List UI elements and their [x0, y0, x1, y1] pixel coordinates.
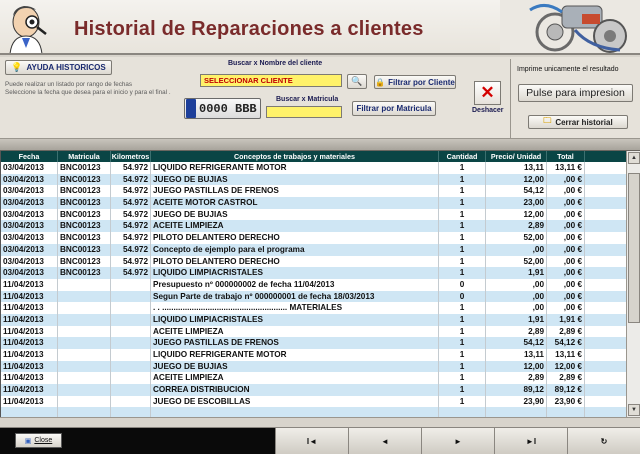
- table-cell: ,00 €: [547, 174, 585, 186]
- table-cell: 54,12: [486, 337, 547, 349]
- nav-last-button[interactable]: ►I: [494, 428, 567, 454]
- table-cell: 54.972: [111, 220, 151, 232]
- table-cell: 1: [439, 197, 486, 209]
- table-row[interactable]: [1, 337, 626, 349]
- table-row[interactable]: [1, 220, 626, 232]
- table-cell: [111, 337, 151, 349]
- nav-refresh-button[interactable]: ↻: [567, 428, 640, 454]
- table-cell: 2,89 €: [547, 372, 585, 384]
- table-row[interactable]: [1, 232, 626, 244]
- table-cell: 89,12: [486, 384, 547, 396]
- table-cell: 52,00: [486, 256, 547, 268]
- header-banner: [0, 0, 640, 55]
- table-cell: BNC00123: [58, 256, 111, 268]
- table-cell: ,00 €: [547, 267, 585, 279]
- table-cell: [486, 407, 547, 417]
- table-cell: BNC00123: [58, 197, 111, 209]
- table-cell: [111, 361, 151, 373]
- table-cell: 0: [439, 291, 486, 303]
- table-cell: 2,89 €: [547, 326, 585, 338]
- table-cell: [111, 291, 151, 303]
- table-row[interactable]: [1, 279, 626, 291]
- table-cell: 11/04/2013: [1, 361, 58, 373]
- table-cell: BNC00123: [58, 209, 111, 221]
- table-cell: Segun Parte de trabajo nº 000000001 de fecha 18/03/2013: [151, 291, 439, 303]
- table-cell: 12,00 €: [547, 361, 585, 373]
- table-cell: 03/04/2013: [1, 244, 58, 256]
- table-header: [1, 151, 626, 162]
- table-cell: 03/04/2013: [1, 232, 58, 244]
- table-cell: LIQUIDO LIMPIACRISTALES: [151, 314, 439, 326]
- table-cell: CORREA DISTRIBUCION: [151, 384, 439, 396]
- table-cell: ,00: [486, 244, 547, 256]
- table-body: [1, 162, 626, 417]
- folder-icon: 🗀: [543, 116, 552, 125]
- table-cell: ,00 €: [547, 291, 585, 303]
- table-cell: 0: [439, 279, 486, 291]
- table-cell: 1: [439, 185, 486, 197]
- table-cell: 54.972: [111, 267, 151, 279]
- table-cell: ,00 €: [547, 232, 585, 244]
- magnifier-icon: 🔍: [351, 76, 363, 86]
- table-cell: 03/04/2013: [1, 267, 58, 279]
- column-header[interactable]: Matricula: [58, 151, 111, 162]
- imprime-label: Imprime unicamente el resultado: [517, 66, 619, 73]
- table-cell: JUEGO DE BUJIAS: [151, 361, 439, 373]
- table-cell: 1: [439, 162, 486, 174]
- table-cell: 11/04/2013: [1, 337, 58, 349]
- table-row[interactable]: [1, 291, 626, 303]
- table-cell: 1: [439, 361, 486, 373]
- table-cell: [58, 279, 111, 291]
- table-row[interactable]: [1, 185, 626, 197]
- table-row[interactable]: [1, 209, 626, 221]
- table-cell: 13,11: [486, 162, 547, 174]
- table-cell: 11/04/2013: [1, 384, 58, 396]
- table-cell: 1: [439, 256, 486, 268]
- table-cell: LIQUIDO REFRIGERANTE MOTOR: [151, 349, 439, 361]
- table-cell: 54,12: [486, 185, 547, 197]
- table-cell: [111, 314, 151, 326]
- table-cell: 03/04/2013: [1, 256, 58, 268]
- table-cell: 1: [439, 349, 486, 361]
- table-row[interactable]: [1, 256, 626, 268]
- table-row[interactable]: [1, 174, 626, 186]
- column-header[interactable]: Kilometros: [111, 152, 150, 161]
- table-cell: 1: [439, 267, 486, 279]
- table-cell: BNC00123: [58, 244, 111, 256]
- table-cell: BNC00123: [58, 267, 111, 279]
- table-cell: 03/04/2013: [1, 209, 58, 221]
- cliente-select[interactable]: SELECCIONAR CLIENTE: [200, 74, 342, 87]
- table-cell: BNC00123: [58, 174, 111, 186]
- table-cell: 11/04/2013: [1, 372, 58, 384]
- table-row[interactable]: [1, 197, 626, 209]
- filtrar-cliente-button[interactable]: 🔒 Filtrar por Cliente: [374, 75, 456, 89]
- table-cell: ,00 €: [547, 244, 585, 256]
- table-cell: 2,89: [486, 220, 547, 232]
- table-cell: 03/04/2013: [1, 174, 58, 186]
- table-cell: ,00 €: [547, 185, 585, 197]
- table-cell: 1: [439, 372, 486, 384]
- table-row[interactable]: [1, 314, 626, 326]
- horizontal-scrollbar[interactable]: [0, 417, 640, 427]
- table-cell: 13,11 €: [547, 349, 585, 361]
- help-text-range: Puede realizar un listado por rango de fechas: [5, 81, 133, 88]
- table-cell: 1,91: [486, 267, 547, 279]
- table-cell: 1: [439, 384, 486, 396]
- table-cell: 1: [439, 337, 486, 349]
- historial-table[interactable]: [0, 151, 626, 417]
- table-cell: 52,00: [486, 232, 547, 244]
- nav-prev-button[interactable]: ◄: [348, 428, 421, 454]
- table-cell: ,00 €: [547, 279, 585, 291]
- motorcycle-engine-illustration: [500, 0, 640, 55]
- table-cell: 11/04/2013: [1, 396, 58, 408]
- table-cell: [58, 349, 111, 361]
- table-cell: [111, 396, 151, 408]
- table-cell: [58, 384, 111, 396]
- table-row[interactable]: [1, 162, 626, 174]
- divider: [510, 59, 511, 139]
- table-cell: ACEITE LIMPIEZA: [151, 220, 439, 232]
- close-button[interactable]: ▣ Close: [15, 433, 62, 448]
- table-cell: ,00 €: [547, 209, 585, 221]
- table-cell: 03/04/2013: [1, 197, 58, 209]
- table-cell: LIQUIDO LIMPIACRISTALES: [151, 267, 439, 279]
- table-cell: 03/04/2013: [1, 220, 58, 232]
- nav-next-button[interactable]: ►: [421, 428, 494, 454]
- table-cell: [111, 372, 151, 384]
- table-cell: 12,00: [486, 174, 547, 186]
- table-cell: 1: [439, 232, 486, 244]
- filter-panel: [0, 57, 640, 139]
- table-cell: 89,12 €: [547, 384, 585, 396]
- table-cell: ,00 €: [547, 302, 585, 314]
- table-row[interactable]: [1, 407, 626, 417]
- buscar-matricula-label: Buscar x Matricula: [276, 96, 339, 103]
- table-row[interactable]: [1, 396, 626, 408]
- table-cell: . . ....................................................... MATERIALES: [151, 302, 439, 314]
- table-cell: [111, 384, 151, 396]
- table-cell: [111, 302, 151, 314]
- column-header[interactable]: Cantidad: [439, 151, 486, 162]
- table-cell: 1: [439, 326, 486, 338]
- scroll-down-icon[interactable]: ▼: [628, 404, 640, 416]
- table-cell: ,00 €: [547, 256, 585, 268]
- table-cell: 11/04/2013: [1, 291, 58, 303]
- table-cell: [439, 407, 486, 417]
- table-cell: BNC00123: [58, 220, 111, 232]
- column-header[interactable]: Precio/ Unidad: [486, 151, 547, 162]
- table-cell: ,00: [486, 291, 547, 303]
- table-cell: BNC00123: [58, 162, 111, 174]
- page-title: Historial de Reparaciones a clientes: [74, 18, 424, 40]
- column-header[interactable]: Conceptos de trabajos y materiales: [151, 151, 439, 162]
- table-cell: 03/04/2013: [1, 185, 58, 197]
- table-cell: [58, 314, 111, 326]
- table-cell: 54.972: [111, 197, 151, 209]
- table-row[interactable]: [1, 384, 626, 396]
- table-cell: 2,89: [486, 326, 547, 338]
- table-cell: [111, 407, 151, 417]
- deshacer-button[interactable]: [474, 81, 501, 105]
- table-cell: ACEITE MOTOR CASTROL: [151, 197, 439, 209]
- pulse-impresion-button[interactable]: Pulse para impresion: [518, 84, 633, 102]
- table-cell: [58, 361, 111, 373]
- lock-icon: 🔒: [375, 77, 386, 87]
- table-cell: 1: [439, 396, 486, 408]
- table-cell: Presupuesto nº 000000002 de fecha 11/04/2013: [151, 279, 439, 291]
- scroll-thumb[interactable]: [628, 173, 640, 323]
- table-cell: [58, 302, 111, 314]
- table-cell: [547, 407, 585, 417]
- table-cell: 54.972: [111, 185, 151, 197]
- table-cell: 2,89: [486, 372, 547, 384]
- table-cell: 23,00: [486, 197, 547, 209]
- table-cell: PILOTO DELANTERO DERECHO: [151, 256, 439, 268]
- table-cell: 11/04/2013: [1, 326, 58, 338]
- bottom-dark-panel: [0, 428, 275, 454]
- table-cell: 1: [439, 174, 486, 186]
- table-cell: 13,11 €: [547, 162, 585, 174]
- table-cell: [58, 337, 111, 349]
- table-cell: 13,11: [486, 349, 547, 361]
- lightbulb-icon: 💡: [11, 62, 23, 72]
- close-x-icon: ✕: [480, 83, 495, 102]
- table-cell: 23,90 €: [547, 396, 585, 408]
- table-cell: 1: [439, 220, 486, 232]
- table-cell: 1: [439, 209, 486, 221]
- buscar-nombre-label: Buscar x Nombre del cliente: [228, 60, 323, 67]
- table-cell: 12,00: [486, 361, 547, 373]
- table-cell: Concepto de ejemplo para el programa: [151, 244, 439, 256]
- table-cell: 54.972: [111, 232, 151, 244]
- table-cell: ,00: [486, 279, 547, 291]
- mechanic-mascot-icon: [2, 2, 60, 54]
- table-cell: [58, 407, 111, 417]
- table-cell: 03/04/2013: [1, 162, 58, 174]
- column-header[interactable]: Fecha: [1, 151, 58, 162]
- table-cell: 23,90: [486, 396, 547, 408]
- column-header[interactable]: Total: [547, 151, 585, 162]
- table-cell: 54.972: [111, 256, 151, 268]
- table-cell: BNC00123: [58, 232, 111, 244]
- table-cell: 11/04/2013: [1, 349, 58, 361]
- table-cell: ,00 €: [547, 220, 585, 232]
- ayuda-historicos-button[interactable]: 💡 AYUDA HISTORICOS: [5, 60, 112, 75]
- search-cliente-button[interactable]: [347, 74, 367, 89]
- table-cell: JUEGO DE ESCOBILLAS: [151, 396, 439, 408]
- table-cell: JUEGO PASTILLAS DE FRENOS: [151, 337, 439, 349]
- toolbar-strip: [0, 139, 640, 151]
- table-cell: [111, 326, 151, 338]
- filtrar-matricula-button[interactable]: Filtrar por Matricula: [352, 101, 436, 116]
- table-cell: 1: [439, 302, 486, 314]
- table-cell: 1,91 €: [547, 314, 585, 326]
- table-cell: [58, 396, 111, 408]
- table-row[interactable]: [1, 349, 626, 361]
- table-cell: 11/04/2013: [1, 314, 58, 326]
- table-cell: LIQUIDO REFRIGERANTE MOTOR: [151, 162, 439, 174]
- table-cell: [151, 407, 439, 417]
- table-cell: 54,12 €: [547, 337, 585, 349]
- table-cell: JUEGO DE BUJIAS: [151, 209, 439, 221]
- table-cell: [1, 407, 58, 417]
- table-cell: ,00: [486, 302, 547, 314]
- table-cell: ACEITE LIMPIEZA: [151, 372, 439, 384]
- table-cell: [58, 326, 111, 338]
- table-cell: 54.972: [111, 174, 151, 186]
- table-cell: JUEGO PASTILLAS DE FRENOS: [151, 185, 439, 197]
- table-row[interactable]: [1, 326, 626, 338]
- eu-flag-icon: [186, 99, 196, 118]
- cerrar-historial-button[interactable]: 🗀 Cerrar historial: [528, 115, 628, 129]
- table-cell: [111, 349, 151, 361]
- table-row[interactable]: [1, 244, 626, 256]
- table-cell: [58, 372, 111, 384]
- vertical-scrollbar[interactable]: [626, 151, 640, 417]
- table-cell: 54.972: [111, 244, 151, 256]
- table-cell: 11/04/2013: [1, 302, 58, 314]
- table-row[interactable]: [1, 302, 626, 314]
- table-cell: 54.972: [111, 162, 151, 174]
- help-text-dates: Seleccione la fecha que desea para el inicio y para el final .: [5, 89, 171, 96]
- close-form-icon: ▣: [24, 437, 32, 445]
- table-cell: [111, 279, 151, 291]
- table-cell: PILOTO DELANTERO DERECHO: [151, 232, 439, 244]
- table-row[interactable]: [1, 372, 626, 384]
- table-cell: 1,91: [486, 314, 547, 326]
- table-cell: 1: [439, 244, 486, 256]
- table-cell: 54.972: [111, 209, 151, 221]
- table-row[interactable]: [1, 361, 626, 373]
- matricula-input[interactable]: [266, 106, 342, 118]
- navigation-bar: [0, 427, 640, 454]
- nav-first-button[interactable]: I◄: [275, 428, 348, 454]
- scroll-up-icon[interactable]: ▲: [628, 152, 640, 164]
- table-cell: ACEITE LIMPIEZA: [151, 326, 439, 338]
- table-cell: 11/04/2013: [1, 279, 58, 291]
- table-cell: 1: [439, 314, 486, 326]
- table-cell: JUEGO DE BUJIAS: [151, 174, 439, 186]
- table-cell: 12,00: [486, 209, 547, 221]
- table-cell: ,00 €: [547, 197, 585, 209]
- table-row[interactable]: [1, 267, 626, 279]
- deshacer-label: Deshacer: [472, 107, 504, 114]
- table-cell: BNC00123: [58, 185, 111, 197]
- license-plate-badge: 0000 BBB: [184, 98, 261, 119]
- table-cell: [58, 291, 111, 303]
